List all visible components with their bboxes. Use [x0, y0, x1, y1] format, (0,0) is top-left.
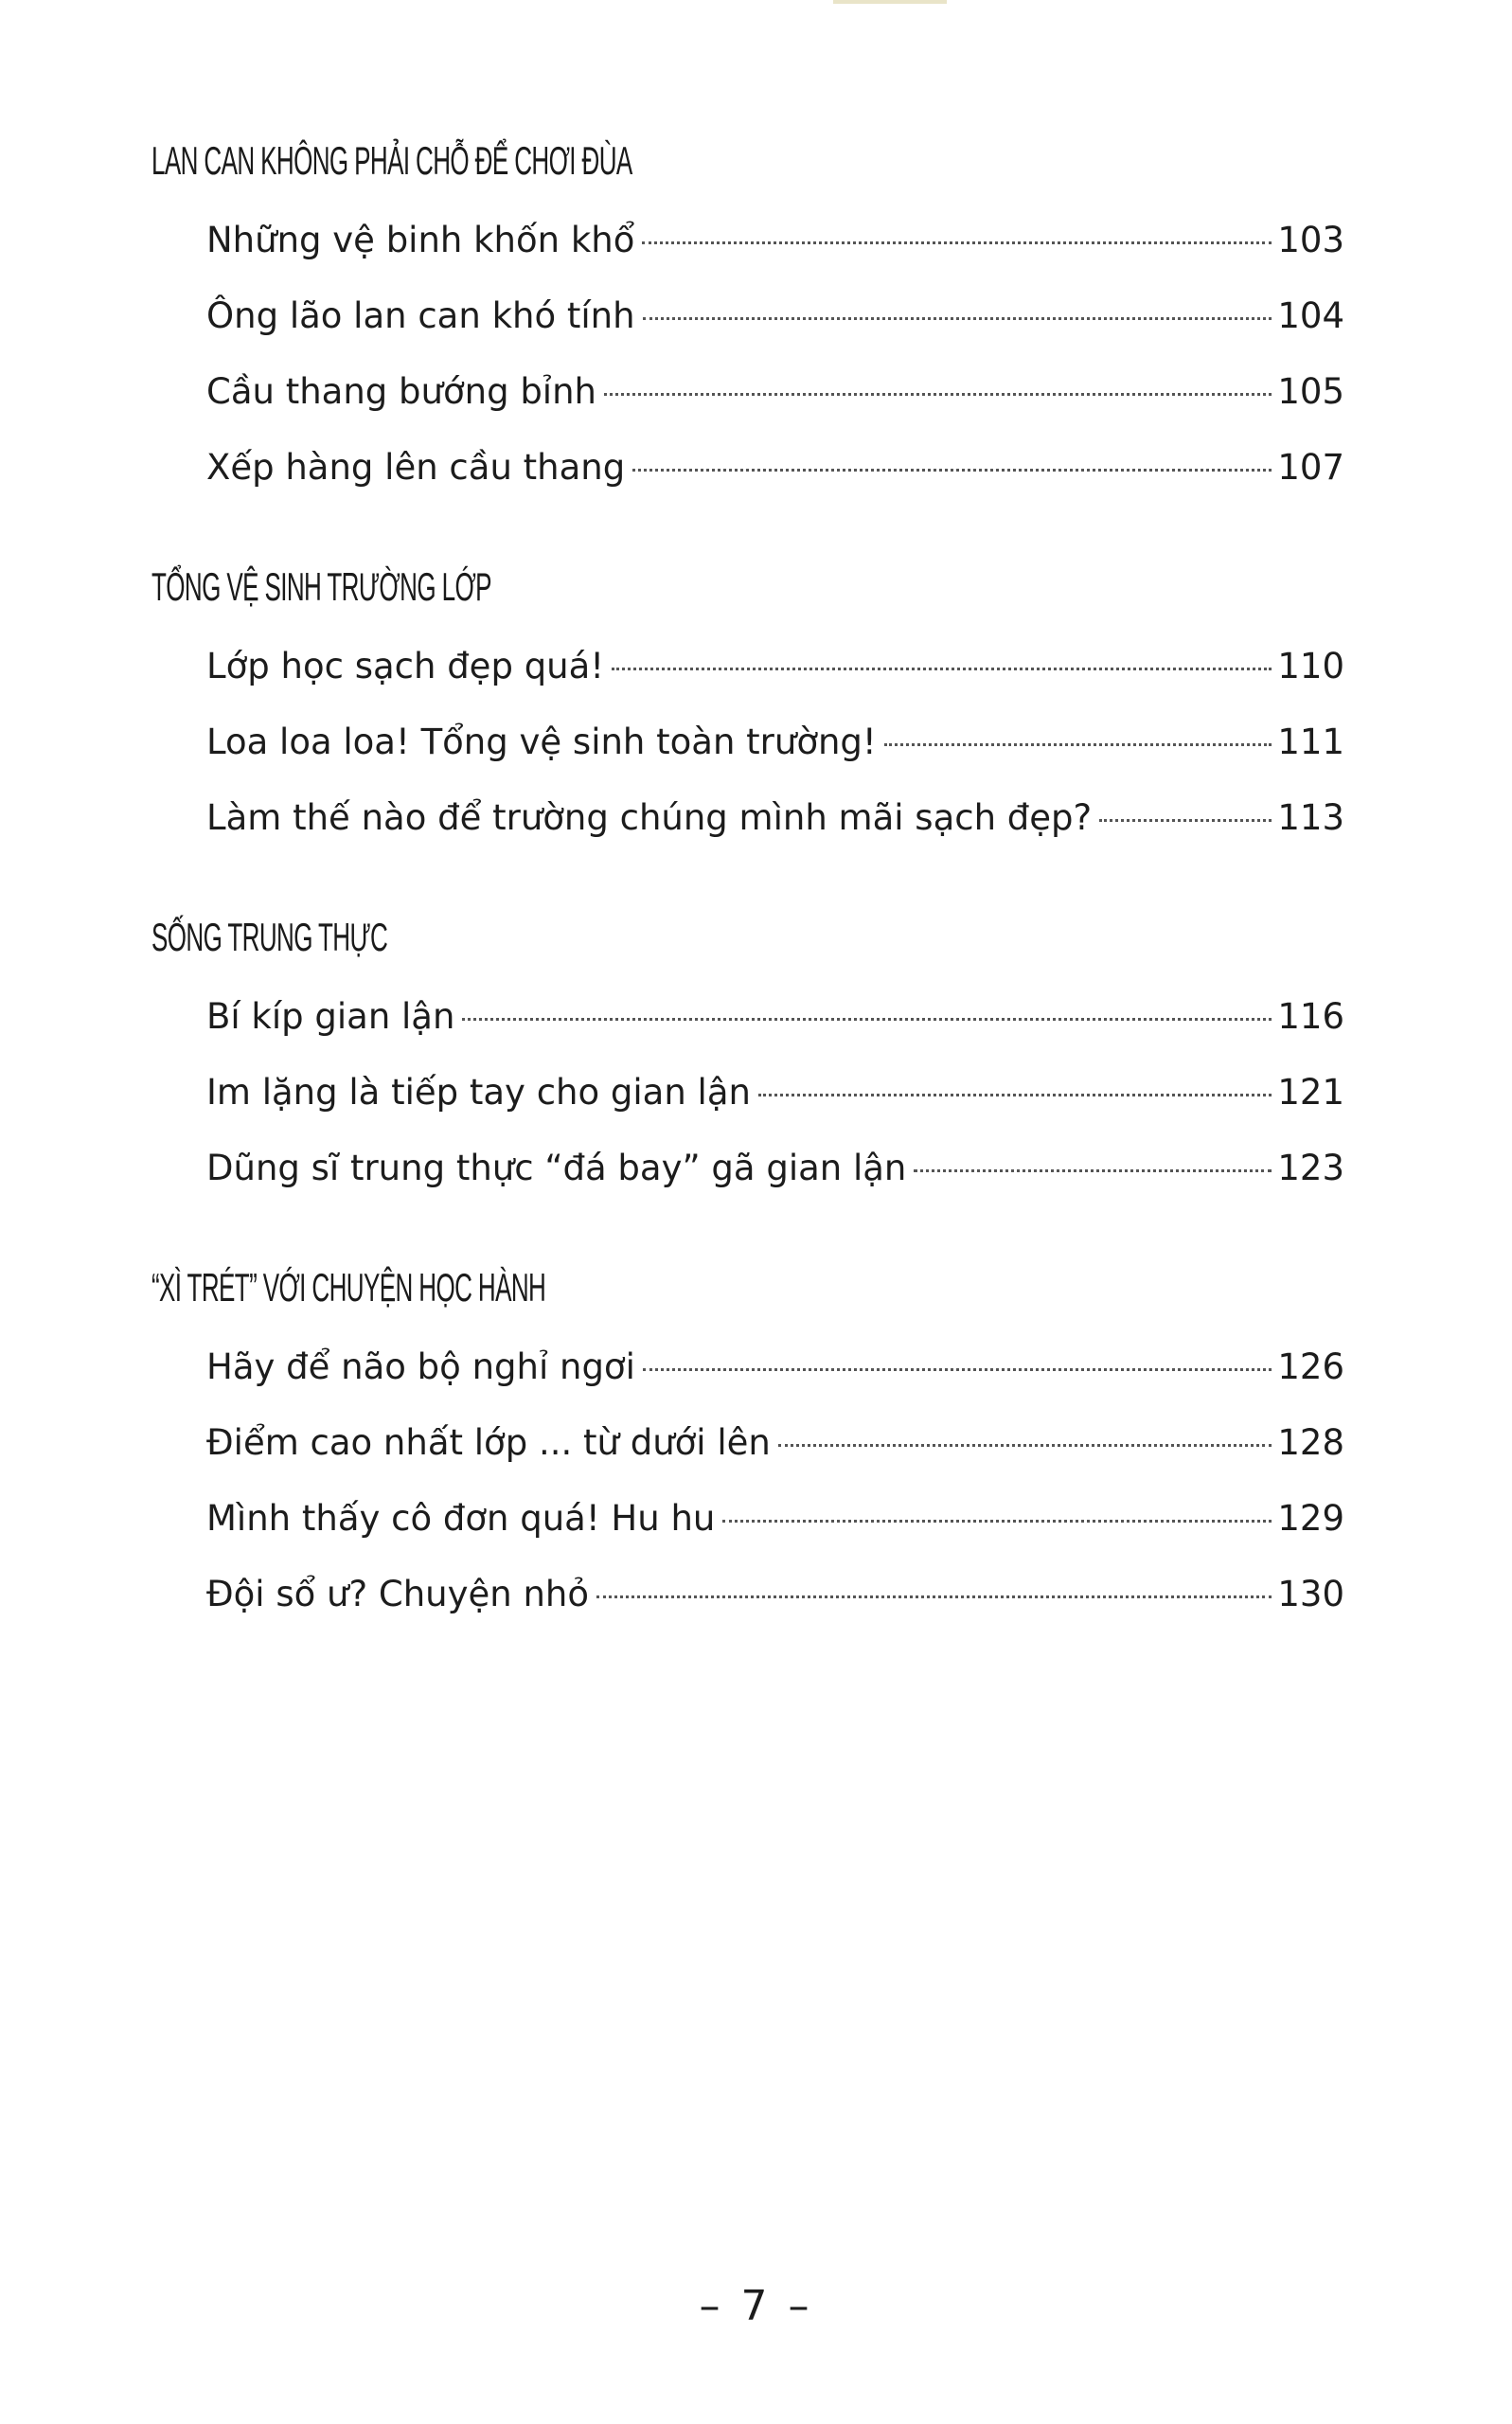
entry-label: Những vệ binh khốn khổ [206, 220, 635, 260]
dot-leader [604, 393, 1272, 396]
entry-page-number: 107 [1277, 447, 1344, 488]
entry-page-number: 111 [1277, 722, 1344, 762]
toc-entry[interactable] [206, 278, 1344, 354]
toc-entry[interactable] [206, 704, 1344, 780]
entry-page-number: 103 [1277, 220, 1344, 260]
section-title: TỔNG VỆ SINH TRƯỜNG LỚP [151, 564, 491, 609]
entry-label: Cầu thang bướng bỉnh [206, 371, 596, 412]
toc-entry[interactable] [206, 430, 1344, 506]
entry-label: Hãy để não bộ nghỉ ngơi [206, 1346, 635, 1387]
entry-label: Im lặng là tiếp tay cho gian lận [206, 1072, 751, 1113]
entry-label: Loa loa loa! Tổng vệ sinh toàn trường! [206, 722, 877, 762]
dot-leader [596, 1595, 1272, 1598]
table-of-contents [151, 133, 1344, 1685]
entry-label: Mình thấy cô đơn quá! Hu hu [206, 1498, 716, 1539]
toc-section-lan-can [151, 133, 1344, 506]
dot-leader [914, 1169, 1272, 1172]
dot-leader [758, 1094, 1272, 1096]
toc-entry[interactable] [206, 1055, 1344, 1131]
entry-label: Xếp hàng lên cầu thang [206, 447, 626, 488]
toc-entry[interactable] [206, 354, 1344, 430]
entry-label: Đội sổ ư? Chuyện nhỏ [206, 1574, 590, 1614]
dot-leader [1099, 819, 1272, 822]
entry-page-number: 126 [1277, 1346, 1344, 1387]
toc-section-xi-tret [151, 1259, 1344, 1632]
entry-page-number: 105 [1277, 371, 1344, 412]
toc-section-tong-ve-sinh [151, 559, 1344, 856]
entry-page-number: 104 [1277, 295, 1344, 336]
toc-entry[interactable] [206, 1329, 1344, 1405]
dot-leader [632, 469, 1272, 472]
section-title: “XÌ TRÉT” VỚI CHUYỆN HỌC HÀNH [151, 1265, 546, 1310]
dot-leader [462, 1018, 1272, 1021]
toc-entry[interactable] [206, 1481, 1344, 1557]
entry-page-number: 123 [1277, 1148, 1344, 1188]
entry-page-number: 130 [1277, 1574, 1344, 1614]
toc-entry[interactable] [206, 629, 1344, 704]
dot-leader [643, 1368, 1272, 1371]
entry-label: Làm thế nào để trường chúng mình mãi sạch đẹp? [206, 797, 1093, 838]
toc-entry[interactable] [206, 1131, 1344, 1206]
dot-leader [778, 1444, 1272, 1447]
dot-leader [722, 1520, 1272, 1523]
toc-entry[interactable] [206, 780, 1344, 856]
entry-page-number: 113 [1277, 797, 1344, 838]
entry-label: Điểm cao nhất lớp ... từ dưới lên [206, 1422, 771, 1463]
dot-leader [884, 743, 1272, 746]
toc-entry[interactable] [206, 1557, 1344, 1632]
entry-label: Ông lão lan can khó tính [206, 295, 635, 336]
entry-label: Lớp học sạch đẹp quá! [206, 646, 605, 686]
entry-page-number: 121 [1277, 1072, 1344, 1113]
dot-leader [642, 241, 1272, 244]
dot-leader [643, 317, 1272, 320]
entry-label: Dũng sĩ trung thực “đá bay” gã gian lận [206, 1148, 907, 1188]
top-edge-mark [833, 0, 947, 4]
dot-leader [612, 668, 1272, 670]
section-title: LAN CAN KHÔNG PHẢI CHỖ ĐỂ CHƠI ĐÙA [151, 138, 632, 183]
entry-page-number: 128 [1277, 1422, 1344, 1463]
page-number: – 7 – [699, 2282, 813, 2330]
section-title: SỐNG TRUNG THỰC [151, 915, 388, 959]
toc-entry[interactable] [206, 203, 1344, 278]
toc-section-song-trung-thuc [151, 909, 1344, 1206]
entry-page-number: 110 [1277, 646, 1344, 686]
toc-entry[interactable] [206, 1405, 1344, 1481]
entry-label: Bí kíp gian lận [206, 996, 455, 1037]
entry-page-number: 129 [1277, 1498, 1344, 1539]
toc-entry[interactable] [206, 979, 1344, 1055]
entry-page-number: 116 [1277, 996, 1344, 1037]
